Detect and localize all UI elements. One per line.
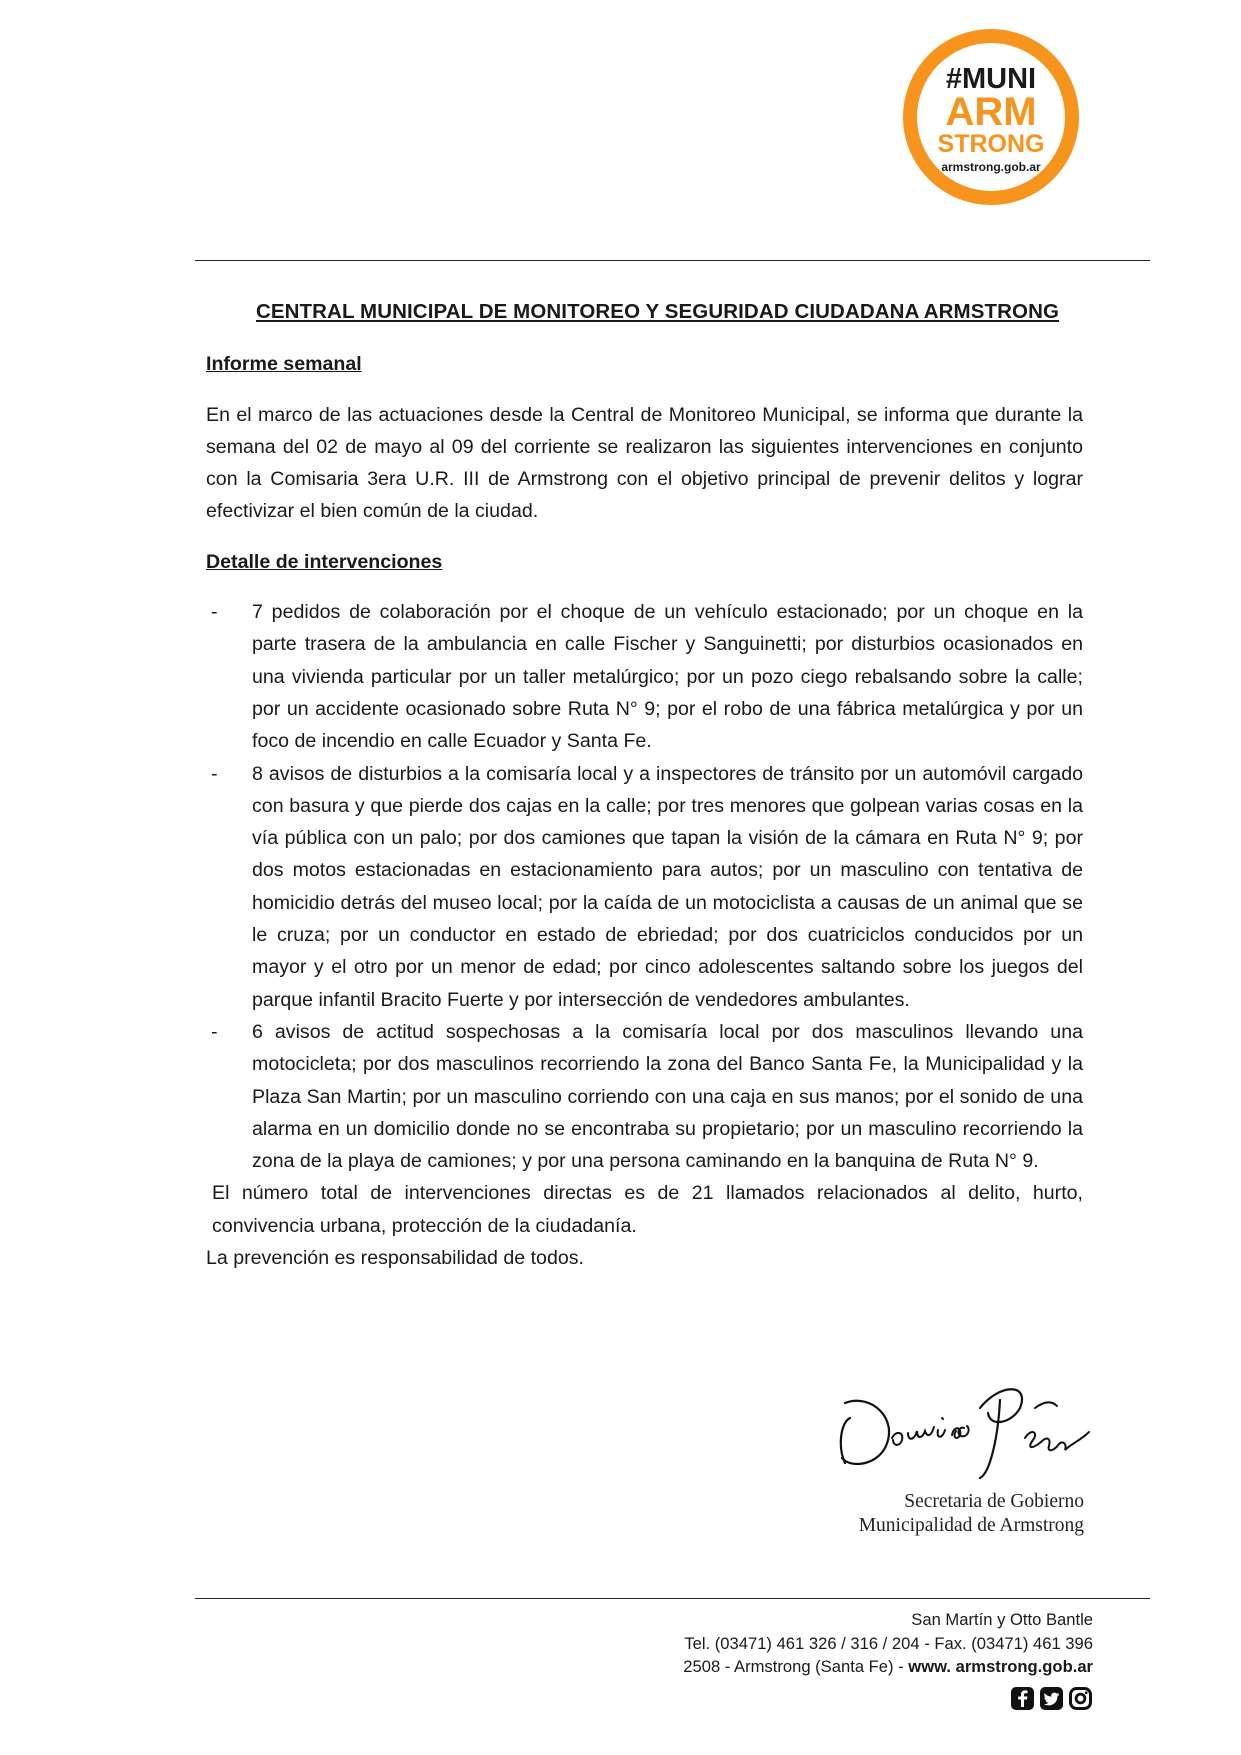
total-paragraph: El número total de intervenciones directas es de 21 llamados relacionados al delito, hurto, convivencia urbana, protección de la ciudadanía. bbox=[212, 1182, 1083, 1237]
logo-site: armstrong.gob.ar bbox=[941, 160, 1041, 174]
signature-org: Municipalidad de Armstrong bbox=[858, 1515, 1084, 1536]
top-divider bbox=[195, 260, 1150, 261]
footer-city-line bbox=[683, 1655, 1093, 1679]
logo-line1: #MUNI bbox=[945, 63, 1037, 95]
list-bullet: - bbox=[211, 1020, 218, 1043]
list-item bbox=[206, 1016, 1083, 1177]
logo-line2: ARM bbox=[945, 90, 1037, 134]
detail-heading: Detalle de intervenciones bbox=[206, 550, 443, 573]
footer-city: 2508 - Armstrong (Santa Fe) - bbox=[683, 1657, 909, 1676]
footer-phones: Tel. (03471) 461 326 / 316 / 204 - Fax. (03471) 461 396 bbox=[684, 1633, 1093, 1653]
instagram-icon[interactable] bbox=[1068, 1686, 1093, 1711]
list-bullet: - bbox=[211, 601, 218, 624]
list-item bbox=[206, 758, 1083, 1016]
signature-role: Secretaria de Gobierno bbox=[904, 1491, 1084, 1512]
social-icons bbox=[1010, 1686, 1093, 1711]
list-item-text: 8 avisos de disturbios a la comisaría local y a inspectores de tránsito por un automóvil cargado con basura y que pierde dos cajas en la calle; por tres menores que golpean varias cosas en la vía pública con un palo; por dos camiones que tapan la visión de la cámara en Ruta N° 9; por dos motos estacionadas en estacionamiento para autos; por un masculino con tentativa de homicidio detrás del museo local; por la caída de un motociclista a causas de un animal que se le cruza; por un conductor en estado de ebriedad; por dos cuatriciclos conducidos por un mayor y el otro por un menor de edad; por cinco adolescentes saltando sobre los juegos del parque infantil Bracito Fuerte y por intersección de vendedores ambulantes. bbox=[252, 762, 1083, 1011]
document-body bbox=[206, 296, 1083, 1274]
bottom-divider bbox=[195, 1598, 1150, 1599]
footer-contact bbox=[683, 1608, 1093, 1679]
intro-paragraph: En el marco de las actuaciones desde la Central de Monitoreo Municipal, se informa que durante la semana del 02 de mayo al 09 del corriente se realizaron las siguientes intervenciones en conjunto con la Comisaria 3era U.R. III de Armstrong con el objetivo principal de prevenir delitos y lograr efectivizar el bien común de la ciudad. bbox=[206, 403, 1083, 523]
list-item-text: 7 pedidos de colaboración por el choque de un vehículo estacionado; por un choque en la parte trasera de la ambulancia en calle Fischer y Sanguinetti; por disturbios ocasionados en una vivienda particular por un taller metalúrgico; por un pozo ciego rebalsando sobre la calle; por un accidente ocasionado sobre Ruta N° 9; por el robo de una fábrica metalúrgica y por un foco de incendio en calle Ecuador y Santa Fe. bbox=[252, 601, 1083, 753]
closing-line: La prevención es responsabilidad de todos. bbox=[206, 1247, 584, 1270]
twitter-icon[interactable] bbox=[1039, 1686, 1064, 1711]
list-item-text: 6 avisos de actitud sospechosas a la comisaría local por dos masculinos llevando una motocicleta; por dos masculinos recorriendo la zona del Banco Santa Fe, la Municipalidad y la Plaza San Martin; por un masculino corriendo con una caja en sus manos; por el sonido de una alarma en un domicilio donde no se encontraba su propietario; por un masculino recorriendo la zona de la playa de camiones; y por una persona caminando en la banquina de Ruta N° 9. bbox=[252, 1020, 1083, 1173]
footer-web: www. armstrong.gob.ar bbox=[908, 1657, 1093, 1676]
signature-block bbox=[859, 1490, 1084, 1538]
list-bullet: - bbox=[211, 762, 218, 785]
footer-address: San Martín y Otto Bantle bbox=[911, 1610, 1093, 1629]
logo-line3: STRONG bbox=[937, 130, 1045, 158]
interventions-list bbox=[206, 596, 1083, 1177]
list-item bbox=[206, 596, 1083, 757]
handwritten-signature bbox=[830, 1378, 1120, 1488]
report-heading: Informe semanal bbox=[206, 353, 362, 376]
facebook-icon[interactable] bbox=[1010, 1686, 1035, 1711]
document-title: CENTRAL MUNICIPAL DE MONITOREO Y SEGURIDAD CIUDADANA ARMSTRONG bbox=[255, 300, 1060, 323]
muni-armstrong-logo bbox=[902, 28, 1080, 206]
